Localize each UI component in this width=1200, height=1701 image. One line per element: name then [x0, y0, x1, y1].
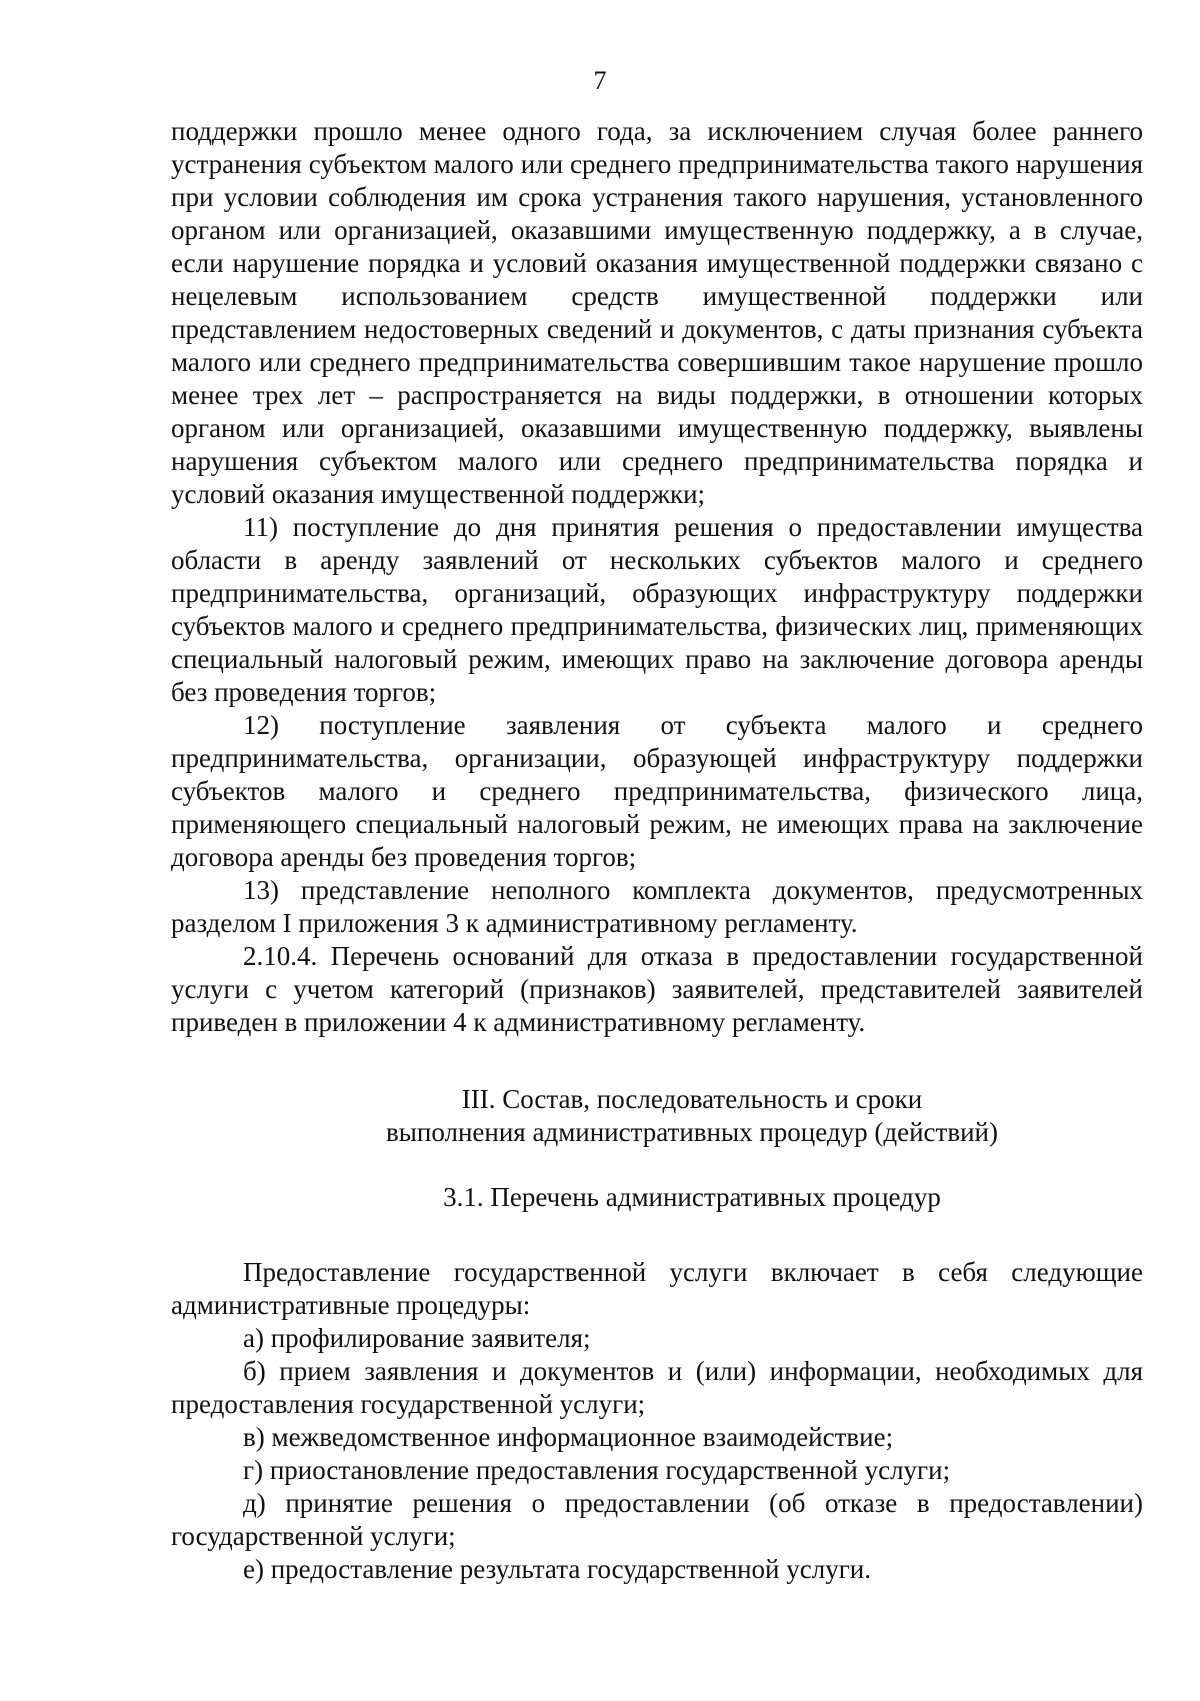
list-item-g: г) приостановление предоставления государственной услуги;: [243, 1455, 951, 1485]
list-item-b: б) прием заявления и документов и (или) информации, необходимых для предоставления государственной услуги;: [171, 1356, 1143, 1419]
paragraph-item-11: 11) поступление до дня принятия решения о предоставлении имущества области в аренду заявлений от нескольких субъектов малого и среднего предпринимательства, организаций, образующих инфраструктуру поддержки субъектов малого и среднего предпринимательства, физических лиц, применяющих специальный налоговый режим, имеющих право на заключение договора аренды без проведения торгов;: [171, 512, 1143, 707]
list-item-v: в) межведомственное информационное взаимодействие;: [243, 1422, 894, 1452]
list-item-d: д) принятие решения о предоставлении (об отказе в предоставлении) государственной услуги;: [171, 1488, 1143, 1551]
paragraph-item-13: 13) представление неполного комплекта документов, предусмотренных разделом I приложения 3 к административному регламенту.: [171, 875, 1143, 938]
list-item-a: а) профилирование заявителя;: [243, 1323, 591, 1353]
subsection-heading: 3.1. Перечень административных процедур: [443, 1182, 941, 1212]
page-number: 7: [593, 66, 607, 95]
paragraph-item-12: 12) поступление заявления от субъекта малого и среднего предпринимательства, организации, образующей инфраструктуру поддержки субъектов малого и среднего предпринимательства, физического лица, применяющего специальный налоговый режим, не имеющих права на заключение договора аренды без проведения торгов;: [171, 710, 1143, 872]
section-heading: [241, 1083, 1143, 1149]
paragraph-2-10-4: 2.10.4. Перечень оснований для отказа в предоставлении государственной услуги с учетом категорий (признаков) заявителей, представителей заявителей приведен в приложении 4 к административному регламенту.: [171, 941, 1143, 1037]
paragraph-continuation: поддержки прошло менее одного года, за исключением случая более раннего устранения субъектом малого или среднего предпринимательства такого нарушения при условии соблюдения им срока устранения такого нарушения, установленного органом или организацией, оказавшими имущественную поддержку, а в случае, если нарушение порядка и условий оказания имущественной поддержки связано с нецелевым использованием средств имущественной поддержки или представлением недостоверных сведений и документов, с даты признания субъекта малого или среднего предпринимательства совершившим такое нарушение прошло менее трех лет – распространяется на виды поддержки, в отношении которых органом или организацией, оказавшими имущественную поддержку, выявлены нарушения субъектом малого или среднего предпринимательства порядка и условий оказания имущественной поддержки;: [171, 116, 1143, 509]
paragraph-procedures-intro: Предоставление государственной услуги включает в себя следующие административные процедуры:: [171, 1257, 1143, 1320]
section-heading-line-1: III. Состав, последовательность и сроки: [461, 1084, 923, 1114]
document-body: [171, 115, 1143, 1586]
list-item-e: е) предоставление результата государственной услуги.: [243, 1554, 871, 1584]
section-heading-line-2: выполнения административных процедур (действий): [386, 1117, 998, 1147]
